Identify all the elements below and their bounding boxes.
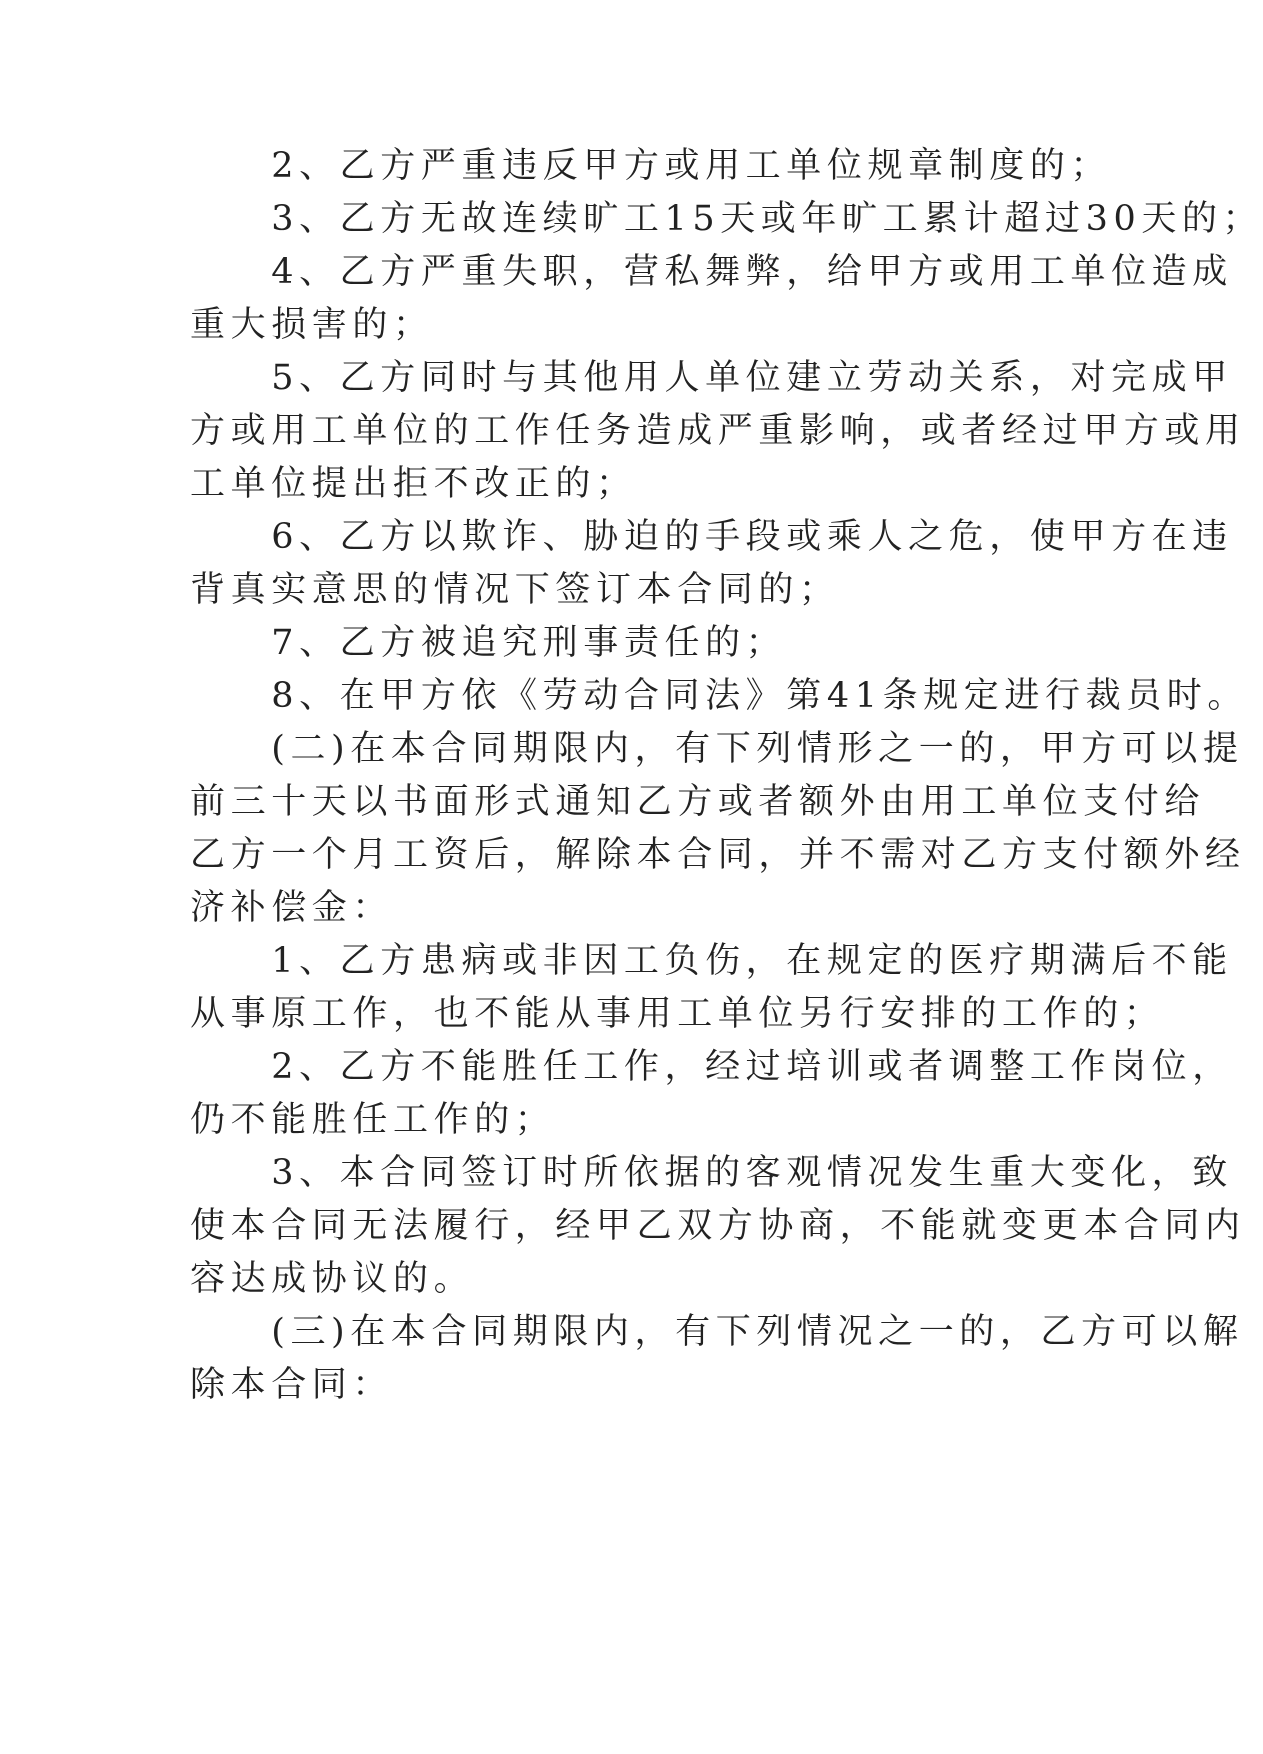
text-line: 济补偿金： xyxy=(190,888,394,928)
text-line: 除本合同： xyxy=(190,1365,394,1405)
text-line: 背真实意思的情况下签订本合同的； xyxy=(190,570,840,610)
text-line: 2、乙方严重违反甲方或用工单位规章制度的； xyxy=(190,146,1112,186)
text-line: 3、乙方无故连续旷工15天或年旷工累计超过30天的； xyxy=(190,199,1263,239)
text-line: 3、本合同签订时所依据的客观情况发生重大变化，致 xyxy=(190,1153,1233,1193)
text-line: 容达成协议的。 xyxy=(190,1259,475,1299)
text-line: 4、乙方严重失职，营私舞弊，给甲方或用工单位造成 xyxy=(190,252,1233,292)
text-line: 使本合同无法履行，经甲乙双方协商，不能就变更本合同内 xyxy=(190,1206,1246,1246)
text-line: (三)在本合同期限内，有下列情况之一的，乙方可以解 xyxy=(190,1312,1244,1352)
text-line: 方或用工单位的工作任务造成严重影响，或者经过甲方或用 xyxy=(190,411,1246,451)
text-line: 6、乙方以欺诈、胁迫的手段或乘人之危，使甲方在违 xyxy=(190,517,1233,557)
text-line: 7、乙方被追究刑事责任的； xyxy=(190,623,787,663)
text-line: 5、乙方同时与其他用人单位建立劳动关系，对完成甲 xyxy=(190,358,1233,398)
text-line: (二)在本合同期限内，有下列情形之一的，甲方可以提 xyxy=(190,729,1244,769)
text-line: 乙方一个月工资后，解除本合同，并不需对乙方支付额外经 xyxy=(190,835,1246,875)
text-line: 8、在甲方依《劳动合同法》第41条规定进行裁员时。 xyxy=(190,676,1249,716)
text-line: 仍不能胜任工作的； xyxy=(190,1100,556,1140)
text-line: 1、乙方患病或非因工负伤，在规定的医疗期满后不能 xyxy=(190,941,1233,981)
text-line: 2、乙方不能胜任工作，经过培训或者调整工作岗位， xyxy=(190,1047,1233,1087)
text-line: 工单位提出拒不改正的； xyxy=(190,464,637,504)
text-line: 重大损害的； xyxy=(190,305,434,345)
text-line: 从事原工作，也不能从事用工单位另行安排的工作的； xyxy=(190,994,1165,1034)
text-line: 前三十天以书面形式通知乙方或者额外由用工单位支付给 xyxy=(190,782,1206,822)
